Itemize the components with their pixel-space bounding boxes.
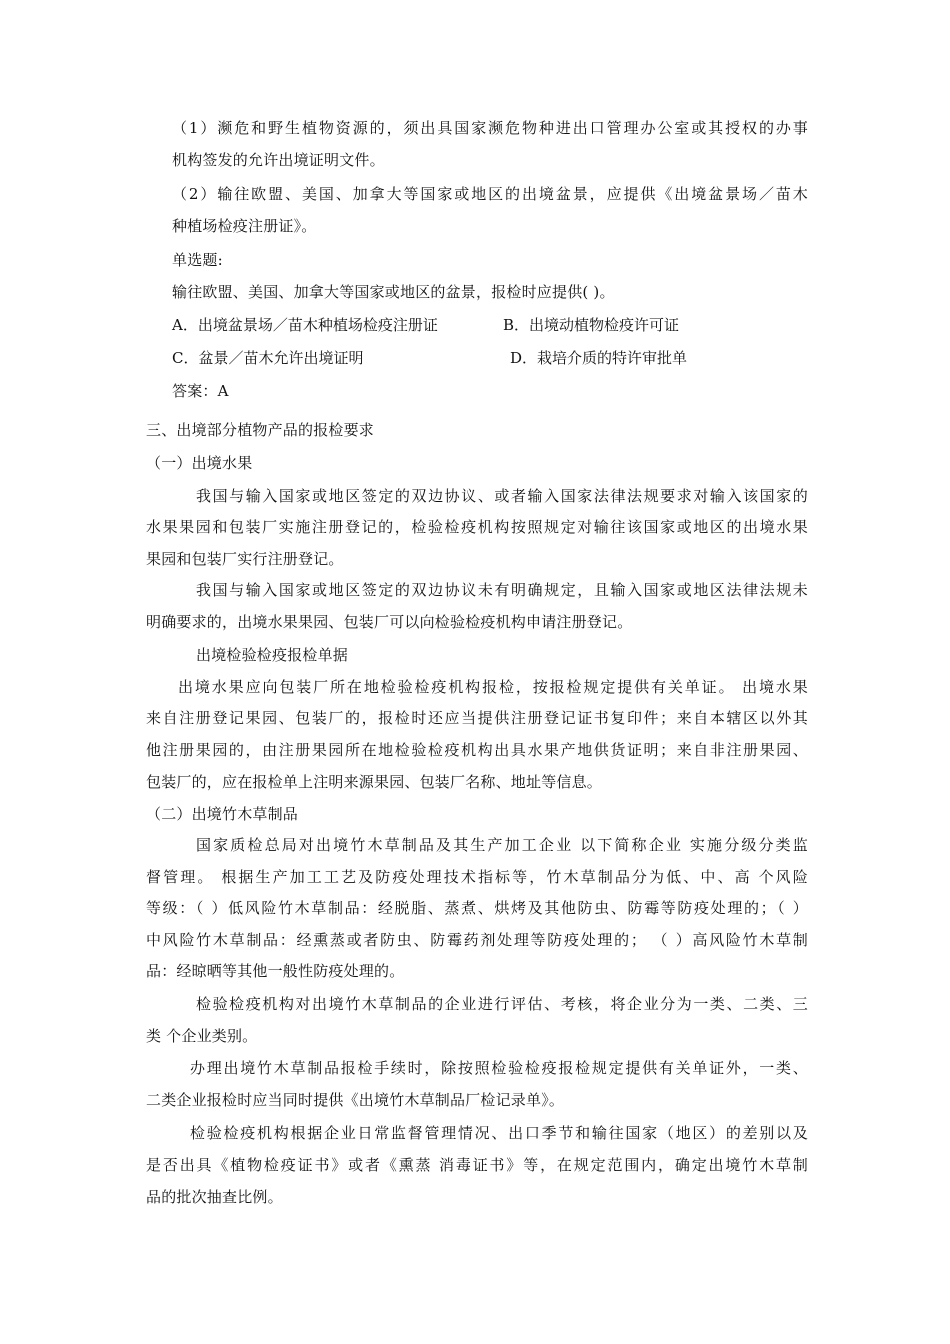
paragraph-line: 检验检疫机构对出境竹木草制品的企业进行评估、考核，将企业分为一类、二类、三	[196, 995, 808, 1013]
question-type-label: 单选题:	[172, 251, 223, 269]
option-a: A．出境盆景场／苗木种植场检疫注册证	[172, 316, 438, 334]
paragraph-line: 督管理。 根据生产加工工艺及防疫处理技术指标等，竹木草制品分为低、中、高 个风险	[146, 868, 808, 886]
paragraph-line: 中风险竹木草制品：经熏蒸或者防虫、防霉药剂处理等防疫处理的； （ ）高风险竹木草制	[146, 931, 808, 949]
paragraph-line: 明确要求的，出境水果果园、包装厂可以向检验检疫机构申请注册登记。	[146, 613, 633, 631]
option-b: B．出境动植物检疫许可证	[503, 316, 680, 334]
paragraph-line: （2）输往欧盟、美国、加拿大等国家或地区的出境盆景，应提供《出境盆景场／苗木	[172, 185, 808, 203]
paragraph-line: 品：经晾晒等其他一般性防疫处理的。	[146, 962, 405, 980]
paragraph-line: 包装厂的，应在报检单上注明来源果园、包装厂名称、地址等信息。	[146, 773, 603, 791]
paragraph-line: 国家质检总局对出境竹木草制品及其生产加工企业 以下简称企业 实施分级分类监	[196, 836, 808, 854]
paragraph-line: 等级：（ ）低风险竹木草制品：经脱脂、蒸煮、烘烤及其他防虫、防霉等防疫处理的；（ ）	[146, 899, 808, 917]
section-heading: 三、出境部分植物产品的报检要求	[146, 421, 375, 439]
paragraph-line: 水果果园和包装厂实施注册登记的，检验检疫机构按照规定对输往该国家或地区的出境水果	[146, 518, 808, 536]
subsection-heading: （一）出境水果	[146, 454, 253, 472]
paragraph-line: 果园和包装厂实行注册登记。	[146, 550, 344, 568]
paragraph-line: 他注册果园的，由注册果园所在地检验检疫机构出具水果产地供货证明；来自非注册果园、	[146, 741, 808, 759]
paragraph-line: 检验检疫机构根据企业日常监督管理情况、出口季节和输往国家（地区）的差别以及	[190, 1124, 808, 1142]
subheading-line: 出境检验检疫报检单据	[196, 646, 349, 664]
paragraph-line: （1）濒危和野生植物资源的，须出具国家濒危物种进出口管理办公室或其授权的办事	[172, 119, 808, 137]
paragraph-line: 办理出境竹木草制品报检手续时，除按照检验检疫报检规定提供有关单证外，一类、	[190, 1059, 808, 1077]
paragraph-line: 我国与输入国家或地区签定的双边协议、或者输入国家法律法规要求对输入该国家的	[196, 487, 808, 505]
paragraph-line: 二类企业报检时应当同时提供《出境竹木草制品厂检记录单》。	[146, 1091, 565, 1109]
paragraph-line: 我国与输入国家或地区签定的双边协议未有明确规定，且输入国家或地区法律法规未	[196, 581, 808, 599]
subsection-heading: （二）出境竹木草制品	[146, 805, 299, 823]
paragraph-line: 品的批次抽查比例。	[146, 1188, 283, 1206]
paragraph-line: 种植场检疫注册证》。	[172, 217, 317, 235]
question-stem: 输往欧盟、美国、加拿大等国家或地区的盆景，报检时应提供( )。	[172, 283, 615, 301]
answer-line: 答案：A	[172, 382, 229, 400]
paragraph-line: 来自注册登记果园、包装厂的，报检时还应当提供注册登记证书复印件；来自本辖区以外其	[146, 709, 808, 727]
paragraph-line: 出境水果应向包装厂所在地检验检疫机构报检，按报检规定提供有关单证。 出境水果	[178, 678, 808, 696]
paragraph-line: 是否出具《植物检疫证书》或者《熏蒸 消毒证书》等，在规定范围内，确定出境竹木草制	[146, 1156, 808, 1174]
paragraph-line: 机构签发的允许出境证明文件。	[172, 151, 385, 169]
option-c: C．盆景／苗木允许出境证明	[172, 349, 364, 367]
paragraph-line: 类 个企业类别。	[146, 1027, 258, 1045]
option-d: D．栽培介质的特许审批单	[510, 349, 688, 367]
